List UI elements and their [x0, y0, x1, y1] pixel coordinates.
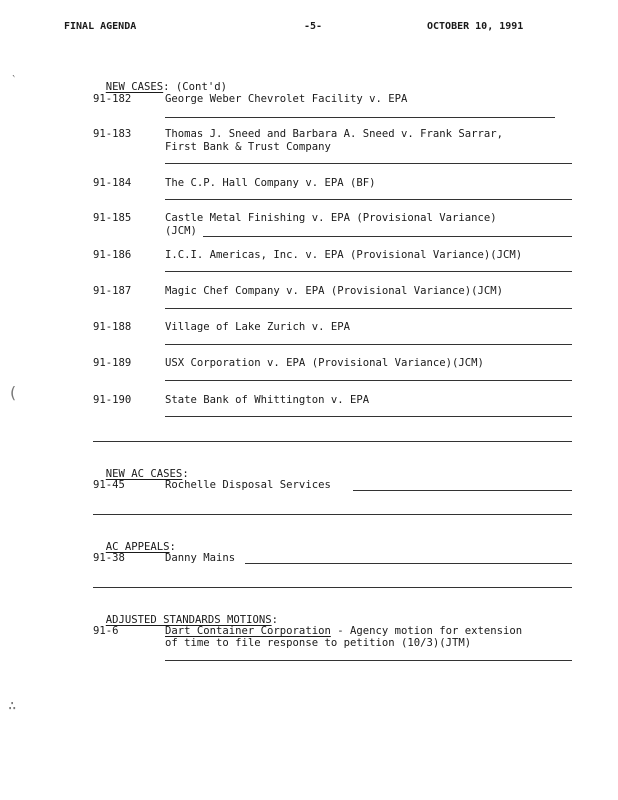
case-title: The C.P. Hall Company v. EPA (BF): [165, 177, 376, 189]
signature-line: [203, 236, 572, 237]
case-title: Village of Lake Zurich v. EPA: [165, 321, 350, 333]
case-number: 91-190: [93, 394, 132, 406]
new-ac-cases-heading: [93, 455, 189, 481]
page-number: -5-: [304, 21, 323, 32]
case-title: USX Corporation v. EPA (Provisional Variance)(JCM): [165, 357, 484, 369]
case-title: Magic Chef Company v. EPA (Provisional Variance)(JCM): [165, 285, 504, 297]
signature-line: [165, 308, 572, 309]
case-title-rest: - Agency motion for extension: [330, 625, 523, 637]
case-number: 91-38: [93, 552, 125, 564]
case-title: I.C.I. Americas, Inc. v. EPA (Provisional Variance)(JCM): [165, 249, 523, 261]
case-party-name: Dart Container Corporation: [165, 625, 331, 637]
case-title: Castle Metal Finishing v. EPA (Provisional Variance): [165, 212, 497, 224]
signature-line: [165, 199, 572, 200]
signature-line: [165, 416, 572, 417]
case-title-line2: (JCM): [165, 225, 197, 237]
case-number: 91-183: [93, 128, 132, 140]
adjusted-standards-title: ADJUSTED STANDARDS MOTIONS: [105, 614, 272, 626]
adjusted-standards-heading: [93, 601, 278, 627]
scan-mark: ∴: [8, 698, 17, 714]
new-cases-suffix: : (Cont'd): [163, 81, 227, 93]
header-left: FINAL AGENDA: [64, 21, 137, 32]
section-divider: [93, 587, 572, 588]
case-title: Rochelle Disposal Services: [165, 479, 331, 491]
new-ac-cases-suffix: :: [182, 468, 189, 480]
header-date: OCTOBER 10, 1991: [427, 21, 524, 32]
scan-mark: (: [8, 383, 18, 402]
section-divider: [93, 441, 572, 442]
signature-line: [245, 563, 572, 564]
signature-line: [353, 490, 572, 491]
signature-line: [165, 660, 572, 661]
ac-appeals-title: AC APPEALS: [105, 541, 170, 553]
section-divider: [93, 514, 572, 515]
case-number: 91-184: [93, 177, 132, 189]
case-number: 91-187: [93, 285, 132, 297]
signature-line: [165, 163, 572, 164]
ac-appeals-suffix: :: [169, 541, 176, 553]
signature-line: [165, 117, 555, 118]
case-title: George Weber Chevrolet Facility v. EPA: [165, 93, 408, 105]
case-number: 91-186: [93, 249, 132, 261]
new-ac-cases-title: NEW AC CASES: [105, 468, 183, 480]
case-number: 91-188: [93, 321, 132, 333]
new-cases-title: NEW CASES: [105, 81, 164, 93]
case-title: State Bank of Whittington v. EPA: [165, 394, 370, 406]
case-title: Danny Mains: [165, 552, 236, 564]
case-number: 91-189: [93, 357, 132, 369]
signature-line: [165, 344, 572, 345]
case-number: 91-182: [93, 93, 132, 105]
scan-mark: ‵: [10, 73, 18, 87]
adjusted-standards-suffix: :: [271, 614, 278, 626]
case-title: Thomas J. Sneed and Barbara A. Sneed v. Frank Sarrar,: [165, 128, 504, 140]
ac-appeals-heading: [93, 528, 176, 554]
case-title-line2: of time to file response to petition (10/3)(JTM): [165, 637, 472, 649]
case-number: 91-185: [93, 212, 132, 224]
signature-line: [165, 271, 572, 272]
new-cases-heading: [93, 68, 227, 94]
signature-line: [165, 380, 572, 381]
case-number: 91-45: [93, 479, 125, 491]
case-number: 91-6: [93, 625, 119, 637]
case-title-line2: First Bank & Trust Company: [165, 141, 331, 153]
